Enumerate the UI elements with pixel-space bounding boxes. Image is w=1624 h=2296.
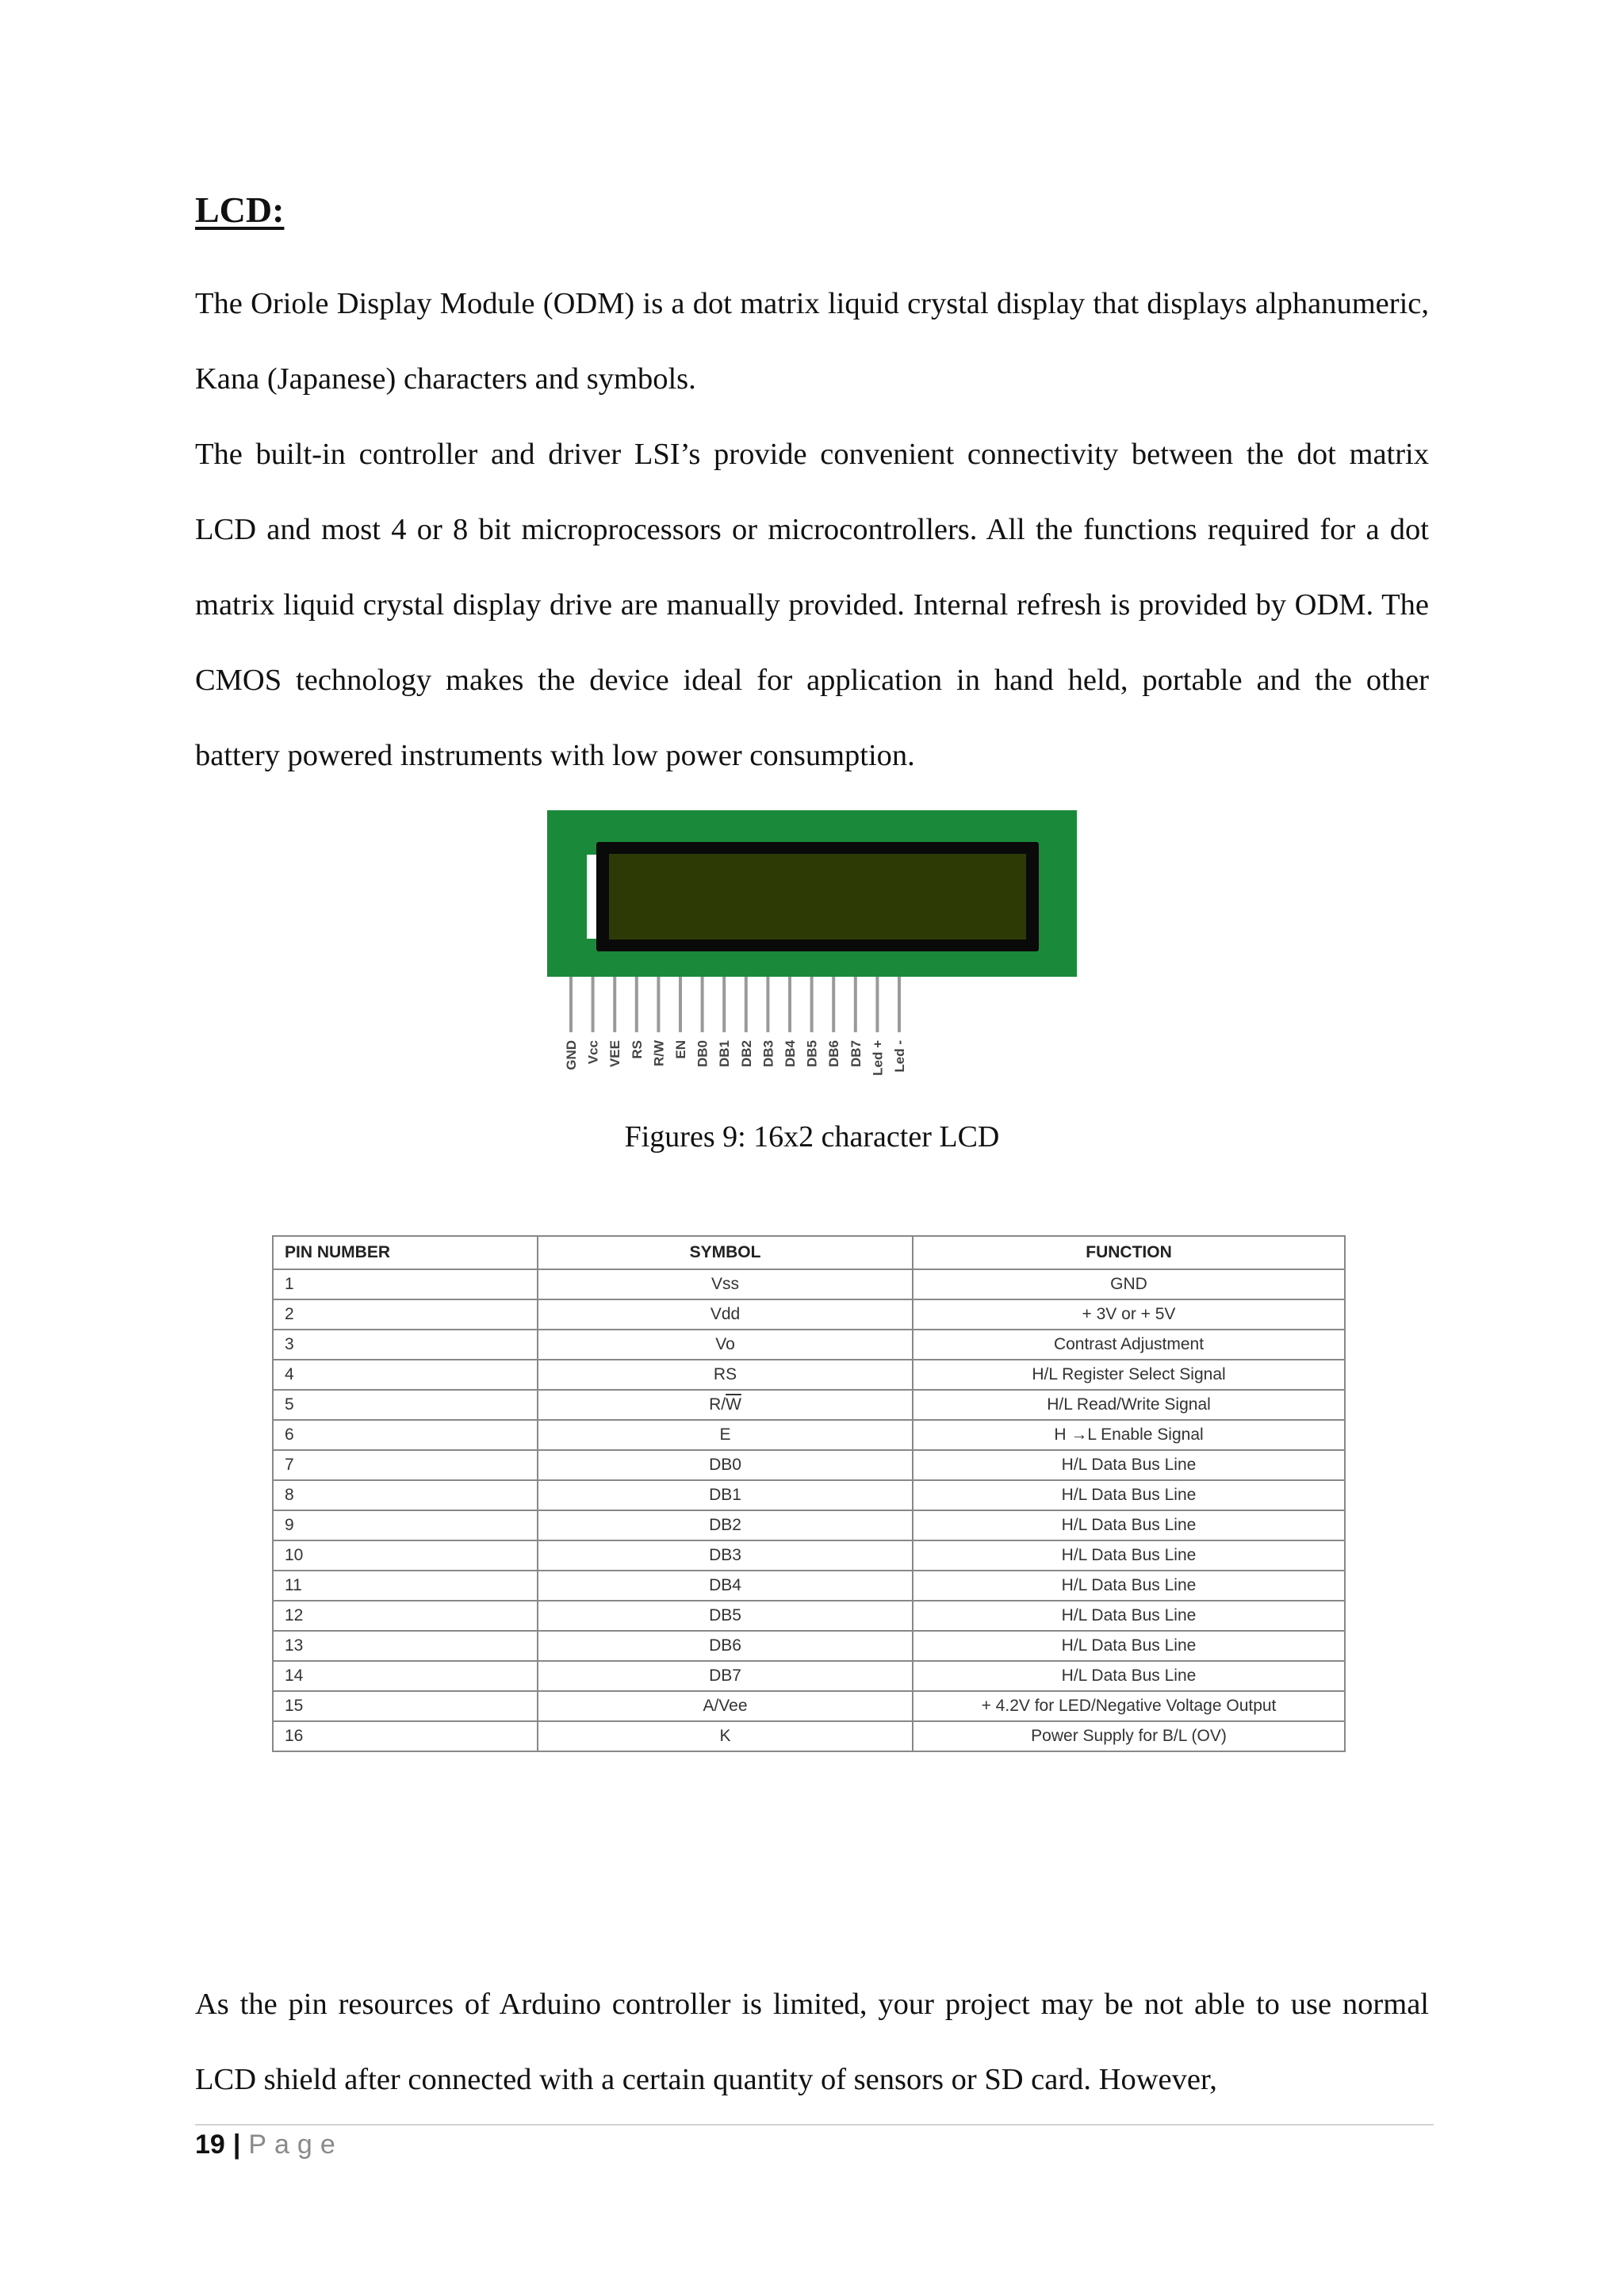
pin-label: DB3 <box>760 1040 776 1068</box>
pin-label: DB0 <box>695 1040 710 1068</box>
lcd-screen <box>609 854 1026 939</box>
table-row <box>273 1269 1345 1299</box>
page-word: Page <box>248 2130 343 2160</box>
pin <box>875 977 879 1032</box>
pin-label: DB4 <box>783 1040 798 1068</box>
cell-symbol: $R/\overline{W}$ <box>538 1390 913 1420</box>
pin-label: DB7 <box>848 1040 864 1068</box>
table-row <box>273 1601 1345 1631</box>
table-row <box>273 1721 1345 1751</box>
pin <box>832 977 835 1032</box>
cell-symbol: DB4 <box>538 1571 913 1601</box>
pin-label: GND <box>564 1040 579 1070</box>
table-row <box>273 1420 1345 1450</box>
table-row <box>273 1450 1345 1480</box>
table-row <box>273 1480 1345 1510</box>
header-function: FUNCTION <box>913 1236 1345 1269</box>
cell-symbol: K <box>538 1721 913 1751</box>
paragraph-controller: The built-in controller and driver LSI’s provide convenient connectivity between the dot matrix LCD and most 4 or 8 bit microprocessors or microcontrollers. All the functions required for a dot matrix liquid crystal display drive are manually provided. Internal refresh is provided by ODM. The CMOS technology makes the device ideal for application in hand held, portable and the other battery powered instruments with low power consumption. <box>195 438 1429 772</box>
cell-function: Contrast Adjustment <box>913 1330 1345 1360</box>
cell-symbol: DB6 <box>538 1631 913 1661</box>
pin <box>701 977 704 1032</box>
cell-function: H →L Enable Signal <box>913 1420 1345 1450</box>
pin-table <box>272 1235 1346 1752</box>
section-heading: LCD: <box>195 189 285 230</box>
pin-header <box>569 977 901 1032</box>
pin <box>854 977 857 1032</box>
pin <box>679 977 682 1032</box>
cell-pin-number: 7 <box>273 1450 538 1480</box>
pin-label: Led - <box>892 1040 907 1073</box>
pin <box>766 977 769 1032</box>
pin-label: Vcc <box>585 1040 601 1065</box>
table-row <box>273 1330 1345 1360</box>
cell-symbol: A/Vee <box>538 1691 913 1721</box>
pin <box>745 977 748 1032</box>
cell-pin-number: 10 <box>273 1540 538 1571</box>
cell-function: H/L Register Select Signal <box>913 1360 1345 1390</box>
cell-function: H/L Data Bus Line <box>913 1510 1345 1540</box>
cell-pin-number: 14 <box>273 1661 538 1691</box>
page-footer <box>195 2130 343 2160</box>
table-row <box>273 1390 1345 1420</box>
cell-function: H/L Data Bus Line <box>913 1661 1345 1691</box>
table-row <box>273 1299 1345 1330</box>
active-low-marker: $\overline{W}$ <box>726 1395 741 1414</box>
cell-pin-number: 12 <box>273 1601 538 1631</box>
cell-pin-number: 4 <box>273 1360 538 1390</box>
cell-symbol: DB5 <box>538 1601 913 1631</box>
cell-pin-number: 13 <box>273 1631 538 1661</box>
cell-symbol: DB2 <box>538 1510 913 1540</box>
cell-symbol: E <box>538 1420 913 1450</box>
pin-label: R/W <box>651 1040 667 1067</box>
cell-function: Power Supply for B/L (OV) <box>913 1721 1345 1751</box>
cell-function: + 3V or + 5V <box>913 1299 1345 1330</box>
table-header-row <box>273 1236 1345 1269</box>
header-symbol: SYMBOL <box>538 1236 913 1269</box>
cell-function: H/L Data Bus Line <box>913 1540 1345 1571</box>
pin <box>657 977 660 1032</box>
cell-function: H/L Data Bus Line <box>913 1450 1345 1480</box>
page-number: 19 <box>195 2130 225 2160</box>
pin-label: DB1 <box>717 1040 733 1068</box>
pin <box>810 977 814 1032</box>
cell-symbol: DB1 <box>538 1480 913 1510</box>
cell-symbol: Vo <box>538 1330 913 1360</box>
table-row <box>273 1510 1345 1540</box>
pin <box>898 977 901 1032</box>
cell-symbol: DB0 <box>538 1450 913 1480</box>
table-row <box>273 1691 1345 1721</box>
cell-pin-number: 9 <box>273 1510 538 1540</box>
cell-pin-number: 8 <box>273 1480 538 1510</box>
table-row <box>273 1571 1345 1601</box>
cell-function: GND <box>913 1269 1345 1299</box>
table-row <box>273 1360 1345 1390</box>
cell-symbol: Vdd <box>538 1299 913 1330</box>
pin <box>613 977 616 1032</box>
cell-function: H/L Data Bus Line <box>913 1480 1345 1510</box>
pin-label: DB5 <box>804 1040 820 1068</box>
cell-pin-number: 11 <box>273 1571 538 1601</box>
cell-symbol: RS <box>538 1360 913 1390</box>
pin-label: RS <box>629 1040 645 1059</box>
cell-symbol: DB7 <box>538 1661 913 1691</box>
footer-separator: | <box>232 2130 241 2160</box>
pin <box>569 977 573 1032</box>
paragraph-odm-intro: The Oriole Display Module (ODM) is a dot matrix liquid crystal display that displays alphanumeric, Kana (Japanese) characters and symbols. <box>195 287 1429 396</box>
cell-pin-number: 2 <box>273 1299 538 1330</box>
cell-pin-number: 5 <box>273 1390 538 1420</box>
cell-symbol: DB3 <box>538 1540 913 1571</box>
cell-symbol: Vss <box>538 1269 913 1299</box>
cell-pin-number: 1 <box>273 1269 538 1299</box>
lcd-module-image <box>546 810 1078 1096</box>
table-row <box>273 1631 1345 1661</box>
lcd-figure <box>546 810 1078 1096</box>
pin <box>592 977 595 1032</box>
figure-caption: Figures 9: 16x2 character LCD <box>624 1120 1000 1154</box>
pin-label: VEE <box>607 1040 623 1068</box>
cell-function: H/L Data Bus Line <box>913 1571 1345 1601</box>
pin <box>788 977 791 1032</box>
pin-label: DB2 <box>738 1040 754 1068</box>
pin-labels <box>564 1039 907 1076</box>
cell-pin-number: 15 <box>273 1691 538 1721</box>
pin-label: DB6 <box>826 1040 842 1068</box>
pin <box>635 977 638 1032</box>
table-row <box>273 1661 1345 1691</box>
header-pin-number: PIN NUMBER <box>273 1236 538 1269</box>
cell-function: + 4.2V for LED/Negative Voltage Output <box>913 1691 1345 1721</box>
table-row <box>273 1540 1345 1571</box>
cell-function: H/L Read/Write Signal <box>913 1390 1345 1420</box>
cell-pin-number: 6 <box>273 1420 538 1450</box>
pin-label: EN <box>673 1040 688 1059</box>
pin-label: Led + <box>870 1040 886 1076</box>
cell-function: H/L Data Bus Line <box>913 1631 1345 1661</box>
paragraph-arduino: As the pin resources of Arduino controller is limited, your project may be not able to use normal LCD shield after connected with a certain quantity of sensors or SD card. However, <box>195 1988 1429 2096</box>
pin <box>722 977 726 1032</box>
cell-pin-number: 3 <box>273 1330 538 1360</box>
cell-function: H/L Data Bus Line <box>913 1601 1345 1631</box>
footer-divider <box>195 2124 1434 2126</box>
cell-pin-number: 16 <box>273 1721 538 1751</box>
